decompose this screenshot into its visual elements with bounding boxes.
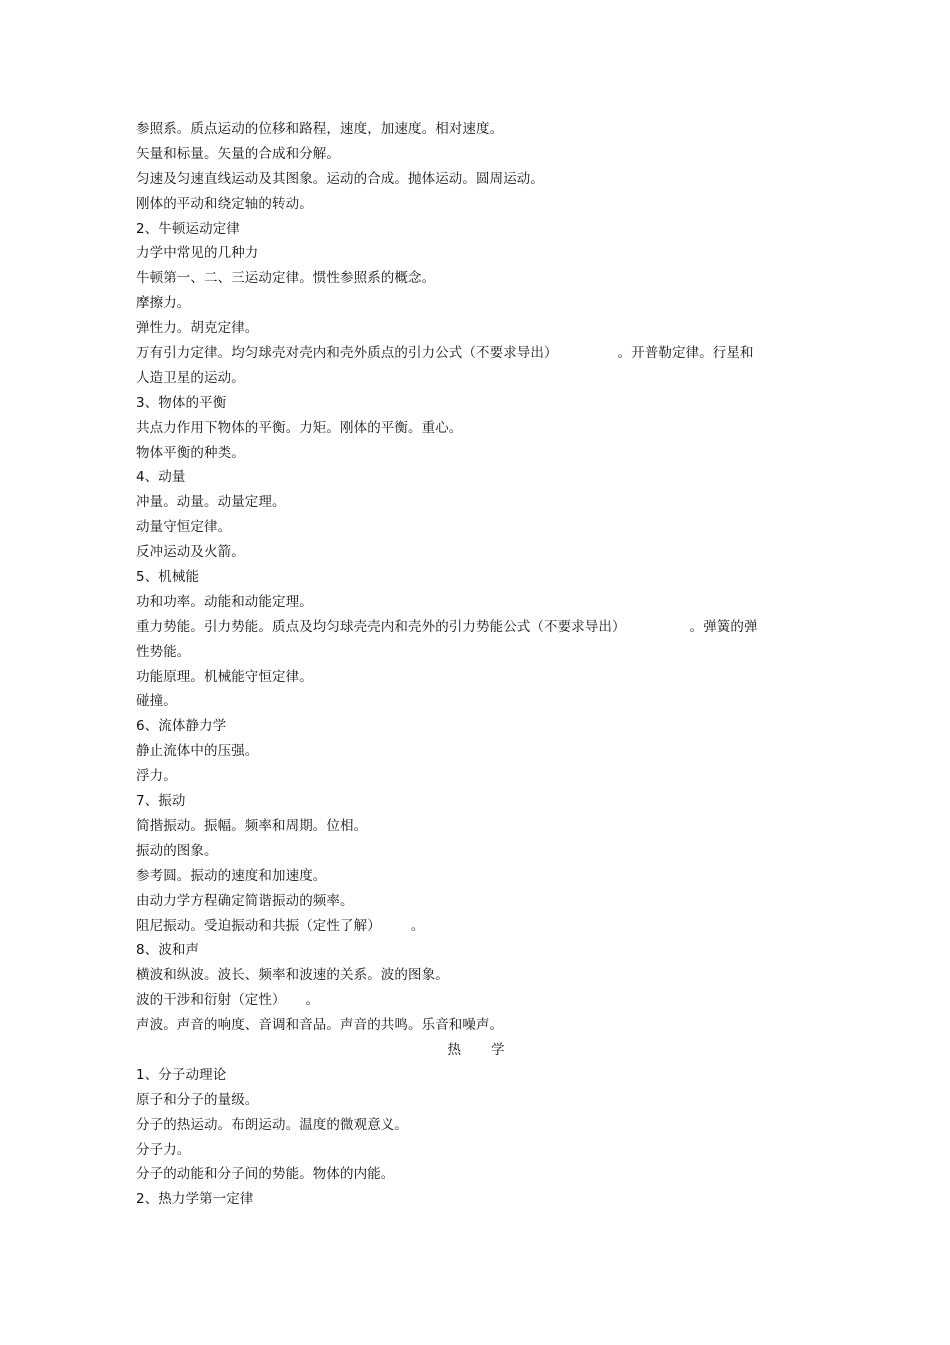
section-heading: 2、牛顿运动定律 [136,220,240,237]
text-line: 牛顿第一、二、三运动定律。惯性参照系的概念。 [136,270,436,287]
text-line: 刚体的平动和绕定轴的转动。 [136,195,313,212]
text-line: 共点力作用下物体的平衡。力矩。刚体的平衡。重心。 [136,419,463,436]
text-line: 人造卫星的运动。 [136,369,245,386]
chapter-heading [136,1038,816,1063]
section-heading: 2、热力学第一定律 [136,1191,254,1208]
text-line: 分子的动能和分子间的势能。物体的内能。 [136,1166,395,1183]
text-fragment: 。弹簧的弹 [689,618,758,635]
text-fragment: 。开普勒定律。行星和 [617,345,754,362]
section-heading: 6、流体静力学 [136,718,227,735]
text-line: 参考圆。振动的速度和加速度。 [136,867,327,884]
text-line: 匀速及匀速直线运动及其图象。运动的合成。抛体运动。圆周运动。 [136,170,544,187]
text-line: 由动力学方程确定简谐振动的频率。 [136,892,354,909]
text-line: 冲量。动量。动量定理。 [136,494,286,511]
text-line: 浮力。 [136,768,177,785]
text-fragment: 阻尼振动。受迫振动和共振（定性了解） [136,917,381,934]
text-line: 简揩振动。振幅。频率和周期。位相。 [136,817,368,834]
document-page [136,117,816,1212]
text-line [136,615,816,640]
section-heading: 5、机械能 [136,569,200,586]
text-line: 动量守恒定律。 [136,519,232,536]
text-fragment: 。 [410,917,425,934]
text-line: 声波。声音的响度、音调和音品。声音的共鸣。乐音和噪声。 [136,1017,504,1034]
text-line: 振动的图象。 [136,842,218,859]
text-line: 弹性力。胡克定律。 [136,320,259,337]
section-heading: 1、分子动理论 [136,1066,227,1083]
text-line: 横波和纵波。波长、频率和波速的关系。波的图象。 [136,967,449,984]
section-heading: 3、物体的平衡 [136,394,227,411]
text-fragment: 万有引力定律。均匀球壳对壳内和壳外质点的引力公式（不要求导出） [136,345,558,362]
text-fragment: 。 [305,992,320,1009]
text-line: 物体平衡的种类。 [136,444,245,461]
text-line: 静止流体中的压强。 [136,743,259,760]
text-line [136,914,816,939]
text-line: 分子的热运动。布朗运动。温度的微观意义。 [136,1116,408,1133]
section-heading: 8、波和声 [136,942,200,959]
text-fragment: 波的干涉和衍射（定性） [136,992,286,1009]
section-heading: 4、动量 [136,469,186,486]
text-line [136,341,816,366]
text-line: 性势能。 [136,643,191,660]
text-line: 分子力。 [136,1141,191,1158]
text-line: 摩擦力。 [136,295,191,312]
text-fragment: 重力势能。引力势能。质点及均匀球壳壳内和壳外的引力势能公式（不要求导出） [136,618,626,635]
text-line: 原子和分子的量级。 [136,1091,259,1108]
text-line: 功能原理。机械能守恒定律。 [136,668,313,685]
chapter-heading-char: 热 [447,1041,461,1058]
text-line: 力学中常见的几种力 [136,245,259,262]
text-line: 矢量和标量。矢量的合成和分解。 [136,145,340,162]
text-line: 参照系。质点运动的位移和路程，速度，加速度。相对速度。 [136,121,504,137]
chapter-heading-char: 学 [491,1041,505,1058]
text-line: 反冲运动及火箭。 [136,544,245,561]
text-line: 碰撞。 [136,693,177,710]
section-heading: 7、振动 [136,793,186,810]
text-line: 功和功率。动能和动能定理。 [136,593,313,610]
text-line [136,988,816,1013]
